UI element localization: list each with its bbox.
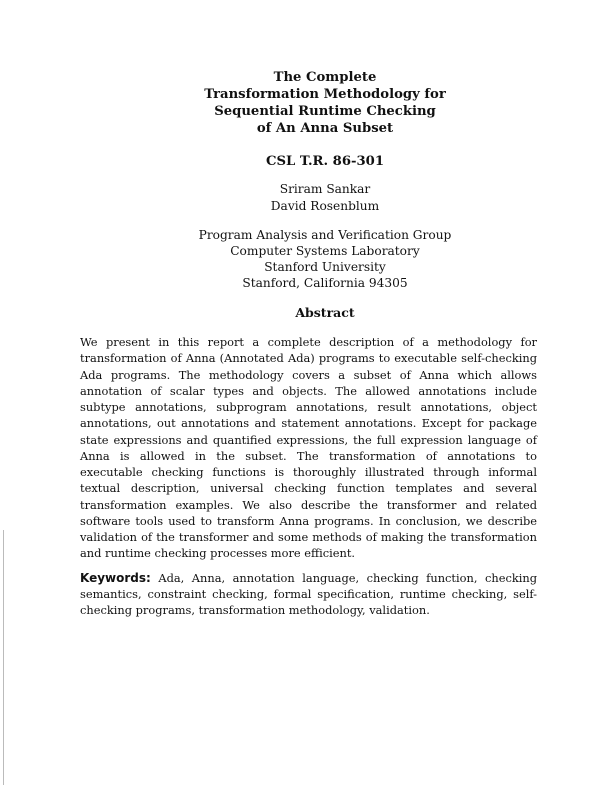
- title-line: Transformation Methodology for: [204, 87, 446, 102]
- abstract-line: Anna is allowed in the subset. The transformation of annotations to: [80, 448, 537, 463]
- keywords-label: Keywords:: [80, 571, 151, 585]
- affiliation-line: Stanford, California 94305: [242, 276, 408, 290]
- abstract-line: annotations, out annotations and statement annotations. Except for package: [80, 416, 537, 431]
- abstract-line: software tools used to transform Anna programs. In conclusion, we describe: [80, 513, 537, 528]
- abstract-line: subtype annotations, subprogram annotations, result annotations, object: [80, 400, 537, 414]
- keywords-text: Ada, Anna, annotation language, checking function, checking: [150, 571, 537, 585]
- keywords-line: checking programs, transformation methodology, validation.: [80, 603, 430, 617]
- affiliation-line: Stanford University: [264, 260, 386, 274]
- abstract-line: We present in this report a complete description of a methodology for: [80, 335, 537, 349]
- abstract-line: state expressions and quantified expressions, the full expression language of: [80, 432, 537, 447]
- abstract-line: validation of the transformer and some methods of making the transformation: [80, 530, 537, 544]
- abstract-line: transformation examples. We also describe the transformer and related: [80, 497, 537, 512]
- abstract-line: executable checking functions is thoroughly illustrated through informal: [80, 465, 537, 479]
- author: Sriram Sankar: [279, 182, 371, 196]
- abstract-line: annotation of scalar types and objects. The allowed annotations include: [80, 383, 537, 398]
- abstract-line: transformation of Anna (Annotated Ada) programs to executable self-checking: [80, 351, 537, 366]
- abstract-line: and runtime checking processes more efficient.: [80, 546, 356, 561]
- author: David Rosenblum: [270, 199, 380, 213]
- abstract-heading: Abstract: [295, 305, 355, 320]
- abstract-line: textual description, universal checking function templates and several: [80, 481, 537, 496]
- title-line: Sequential Runtime Checking: [214, 104, 436, 119]
- affiliation-line: Program Analysis and Verification Group: [198, 228, 452, 242]
- scan-edge-line: [3, 530, 4, 785]
- title-line: The Complete: [273, 70, 377, 85]
- keywords-line: [80, 571, 537, 585]
- affiliation-line: Computer Systems Laboratory: [230, 244, 420, 258]
- title-line: of An Anna Subset: [256, 121, 394, 136]
- abstract-line: Ada programs. The methodology covers a subset of Anna which allows: [80, 367, 537, 382]
- keywords-line: semantics, constraint checking, formal specification, runtime checking, self-: [80, 587, 537, 601]
- report-number: CSL T.R. 86-301: [265, 154, 385, 169]
